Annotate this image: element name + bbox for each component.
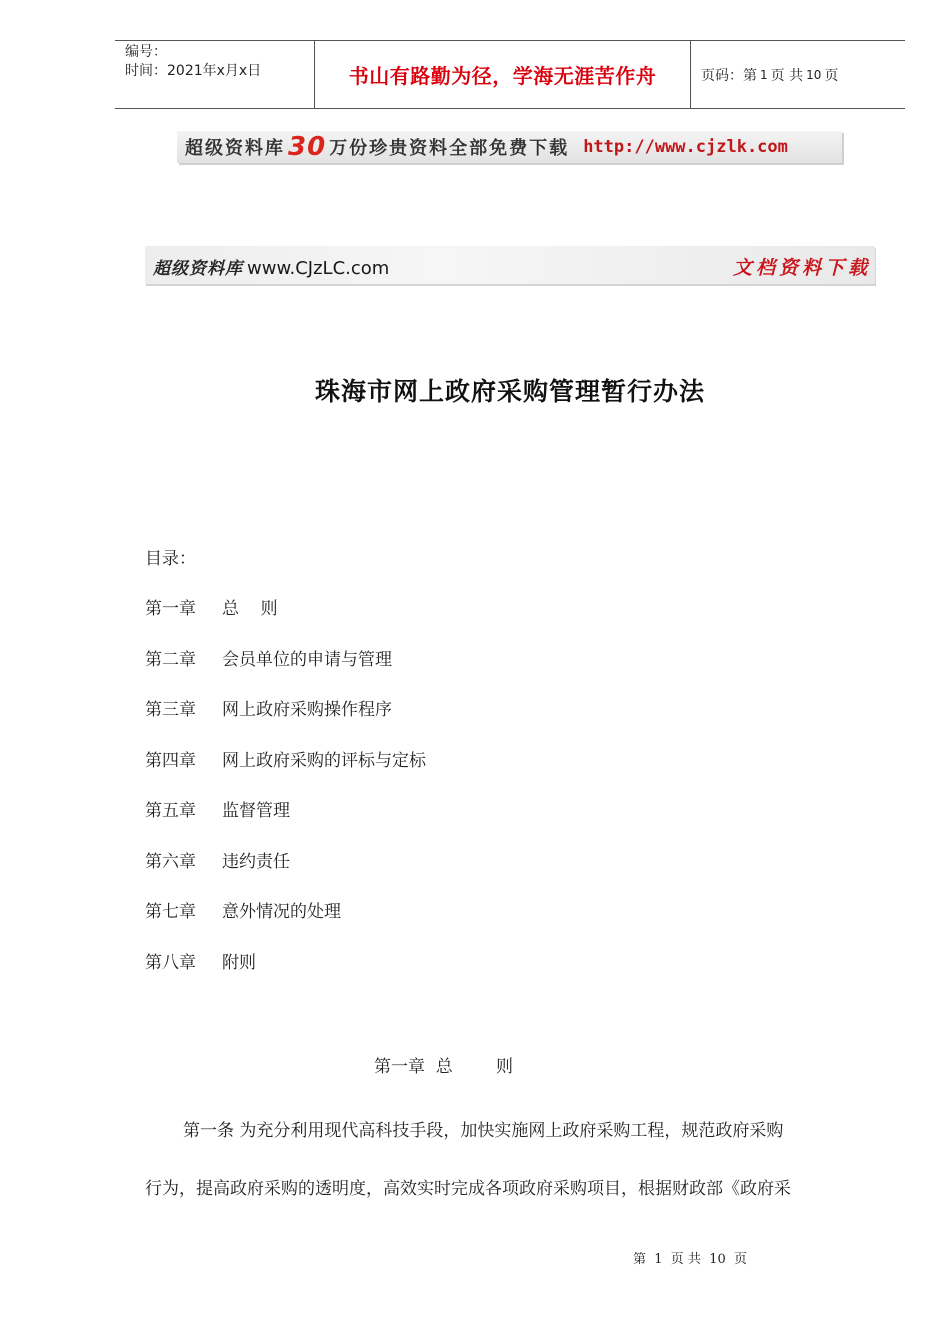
page-current: 1: [760, 67, 768, 82]
chapter-heading: 第一章 总 则: [374, 1057, 514, 1077]
paragraph-line: 行为，提高政府采购的透明度，高效实时完成各项政府采购项目，根据财政部《政府采: [145, 1179, 791, 1199]
header-meta-cell: [115, 41, 315, 108]
banner1-text-b: 万份珍贵资料全部免费下载: [329, 138, 570, 159]
toc-name: 会员单位的申请与管理: [222, 649, 392, 670]
page-prefix: 页码：第: [701, 67, 757, 84]
toc-item: [145, 697, 426, 748]
time-label: 时间：2021年x月x日: [125, 63, 262, 79]
toc-chapter: 第三章: [145, 700, 196, 720]
header-motto: 书山有路勤为径，学海无涯苦作舟: [315, 41, 691, 108]
toc-chapter: 第七章: [145, 902, 196, 922]
toc-item: [145, 596, 426, 647]
document-title: 珠海市网上政府采购管理暂行办法: [314, 377, 705, 406]
toc-name: 意外情况的处理: [222, 902, 341, 922]
toc-chapter: 第一章: [145, 599, 196, 619]
toc-name: 总 则: [222, 599, 278, 619]
banner2-right-text[interactable]: 文档资料下载: [732, 257, 871, 279]
toc-name: 违约责任: [222, 851, 290, 872]
code-label: 编号：: [125, 44, 167, 60]
header-table: [115, 40, 905, 109]
toc-item: [145, 798, 426, 849]
body-paragraph: [145, 1102, 875, 1218]
banner2-left: [153, 254, 389, 279]
page-footer: 第 1 页 共 10 页: [633, 1252, 748, 1267]
page-suffix: 页: [824, 67, 839, 84]
page-total: 10: [806, 67, 822, 82]
paragraph-line: 第一条 为充分利用现代高科技手段，加快实施网上政府采购工程，规范政府采购: [183, 1121, 784, 1141]
ad-banner-cjzlk[interactable]: [177, 131, 842, 163]
toc-chapter: 第六章: [145, 851, 196, 872]
header-page-number: [691, 41, 905, 108]
toc-item: [145, 849, 426, 900]
banner2-left-text: 超级资料库: [153, 259, 243, 279]
toc-item: [145, 748, 426, 799]
toc-heading: 目录：: [145, 549, 196, 569]
toc-chapter: 第五章: [145, 801, 196, 821]
toc-item: [145, 647, 426, 698]
ad-banner-cjzlc[interactable]: [145, 246, 875, 284]
toc-chapter: 第二章: [145, 649, 196, 670]
toc-chapter: 第八章: [145, 952, 196, 973]
toc-name: 监督管理: [222, 801, 290, 821]
toc-name: 网上政府采购操作程序: [222, 700, 392, 720]
banner2-site[interactable]: www.CJzLC.com: [247, 258, 390, 279]
toc-item: [145, 899, 426, 950]
banner1-big-number: 30: [288, 132, 327, 162]
banner1-url[interactable]: http://www.cjzlk.com: [583, 137, 788, 157]
table-of-contents: [145, 546, 426, 1000]
toc-name: 网上政府采购的评标与定标: [222, 750, 426, 771]
toc-chapter: 第四章: [145, 750, 196, 771]
page-mid: 页 共: [770, 67, 804, 84]
toc-item: [145, 950, 426, 1001]
banner1-text-a: 超级资料库: [185, 138, 285, 159]
toc-name: 附则: [222, 952, 256, 973]
